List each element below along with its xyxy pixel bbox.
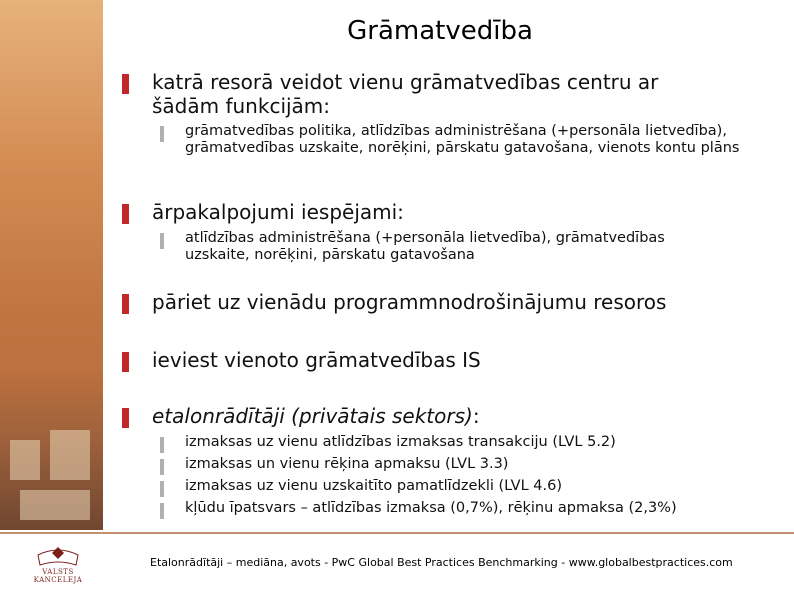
bullet-marker bbox=[122, 408, 129, 428]
subbullet-text: izmaksas uz vienu uzskaitīto pamatlīdzekli (LVL 4.6) bbox=[185, 478, 562, 494]
logo-text bbox=[22, 568, 94, 584]
bullet-marker bbox=[122, 294, 129, 314]
subbullet-text: grāmatvedības politika, atlīdzības administrēšana (+personāla lietvedība), grāmatvedības uzskaite, norēķini, pārskatu gatavošana, vienots kontu plāns bbox=[185, 123, 740, 156]
logo-line1: VALSTS bbox=[42, 568, 74, 576]
logo-line2: KANCELEJA bbox=[33, 576, 83, 584]
bullet-text bbox=[152, 404, 772, 428]
subbullet-text: izmaksas uz vienu atlīdzības izmaksas transakciju (LVL 5.2) bbox=[185, 434, 616, 450]
bullet-text: pāriet uz vienādu programmnodrošinājumu resoros bbox=[152, 290, 667, 314]
building-photo-overlay bbox=[0, 370, 103, 530]
subbullet-text: kļūdu īpatsvars – atlīdzības izmaksa (0,7%), rēķinu apmaksa (2,3%) bbox=[185, 500, 677, 516]
subbullet-text: izmaksas un vienu rēķina apmaksu (LVL 3.3) bbox=[185, 456, 509, 472]
bullet-text: ieviest vienoto grāmatvedības IS bbox=[152, 348, 481, 372]
footer-divider bbox=[0, 532, 794, 534]
bullet-text: ārpakalpojumi iespējami: bbox=[152, 200, 404, 224]
subbullet-marker bbox=[160, 233, 164, 249]
subbullet-marker bbox=[160, 126, 164, 142]
bullet-marker bbox=[122, 204, 129, 224]
decorative-side-band bbox=[0, 0, 103, 530]
bullet-marker bbox=[122, 74, 129, 94]
page-title: Grāmatvedība bbox=[347, 16, 533, 46]
subbullet-marker bbox=[160, 437, 164, 453]
subbullet-text: atlīdzības administrēšana (+personāla lietvedība), grāmatvedības uzskaite, norēķini, pārskatu gatavošana bbox=[185, 230, 665, 263]
bullet-text-suffix: : bbox=[472, 404, 480, 428]
footer-source-note: Etalonrādītāji – mediāna, avots - PwC Global Best Practices Benchmarking - www.globalbestpractices.com bbox=[150, 556, 733, 569]
bullet-text-italic: etalonrādītāji (privātais sektors) bbox=[152, 404, 473, 428]
subbullet-marker bbox=[160, 481, 164, 497]
subbullet-marker bbox=[160, 503, 164, 519]
bullet-marker bbox=[122, 352, 129, 372]
subbullet-marker bbox=[160, 459, 164, 475]
bullet-text: katrā resorā veidot vienu grāmatvedības centru ar šādām funkcijām: bbox=[152, 70, 659, 118]
